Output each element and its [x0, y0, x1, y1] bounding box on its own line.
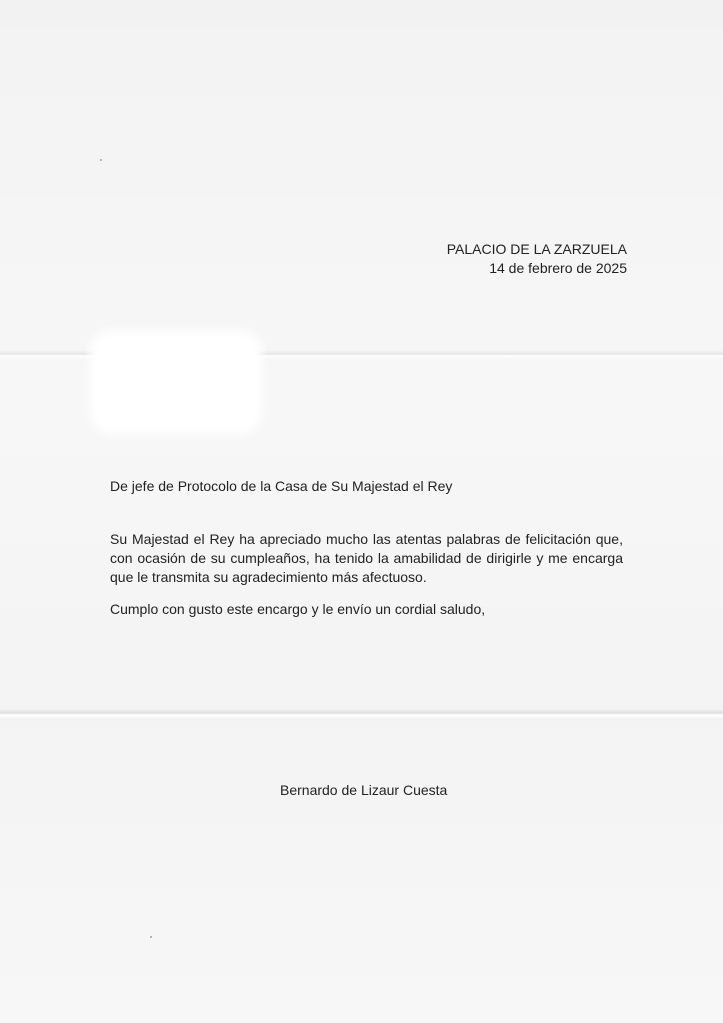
letter-greeting: De jefe de Protocolo de la Casa de Su Majestad el Rey	[110, 478, 453, 494]
letter-header	[447, 240, 627, 278]
letter-body	[110, 530, 623, 632]
paper-speck	[100, 159, 102, 161]
paper-fold-bottom	[0, 709, 723, 719]
letter-date: 14 de febrero de 2025	[489, 260, 627, 276]
redacted-recipient-address	[98, 338, 254, 426]
paper-speck	[150, 936, 152, 938]
body-paragraph: Cumplo con gusto este encargo y le envío un cordial saludo,	[110, 601, 486, 617]
sender-place: PALACIO DE LA ZARZUELA	[446, 241, 627, 257]
signature-name: Bernardo de Lizaur Cuesta	[280, 782, 448, 798]
body-paragraph: Su Majestad el Rey ha apreciado mucho las atentas palabras de felicitación que, con ocasión de su cumpleaños, ha tenido la amabilidad de dirigirle y me encarga que le transmita su agradecimiento más afectuoso.	[110, 531, 623, 585]
